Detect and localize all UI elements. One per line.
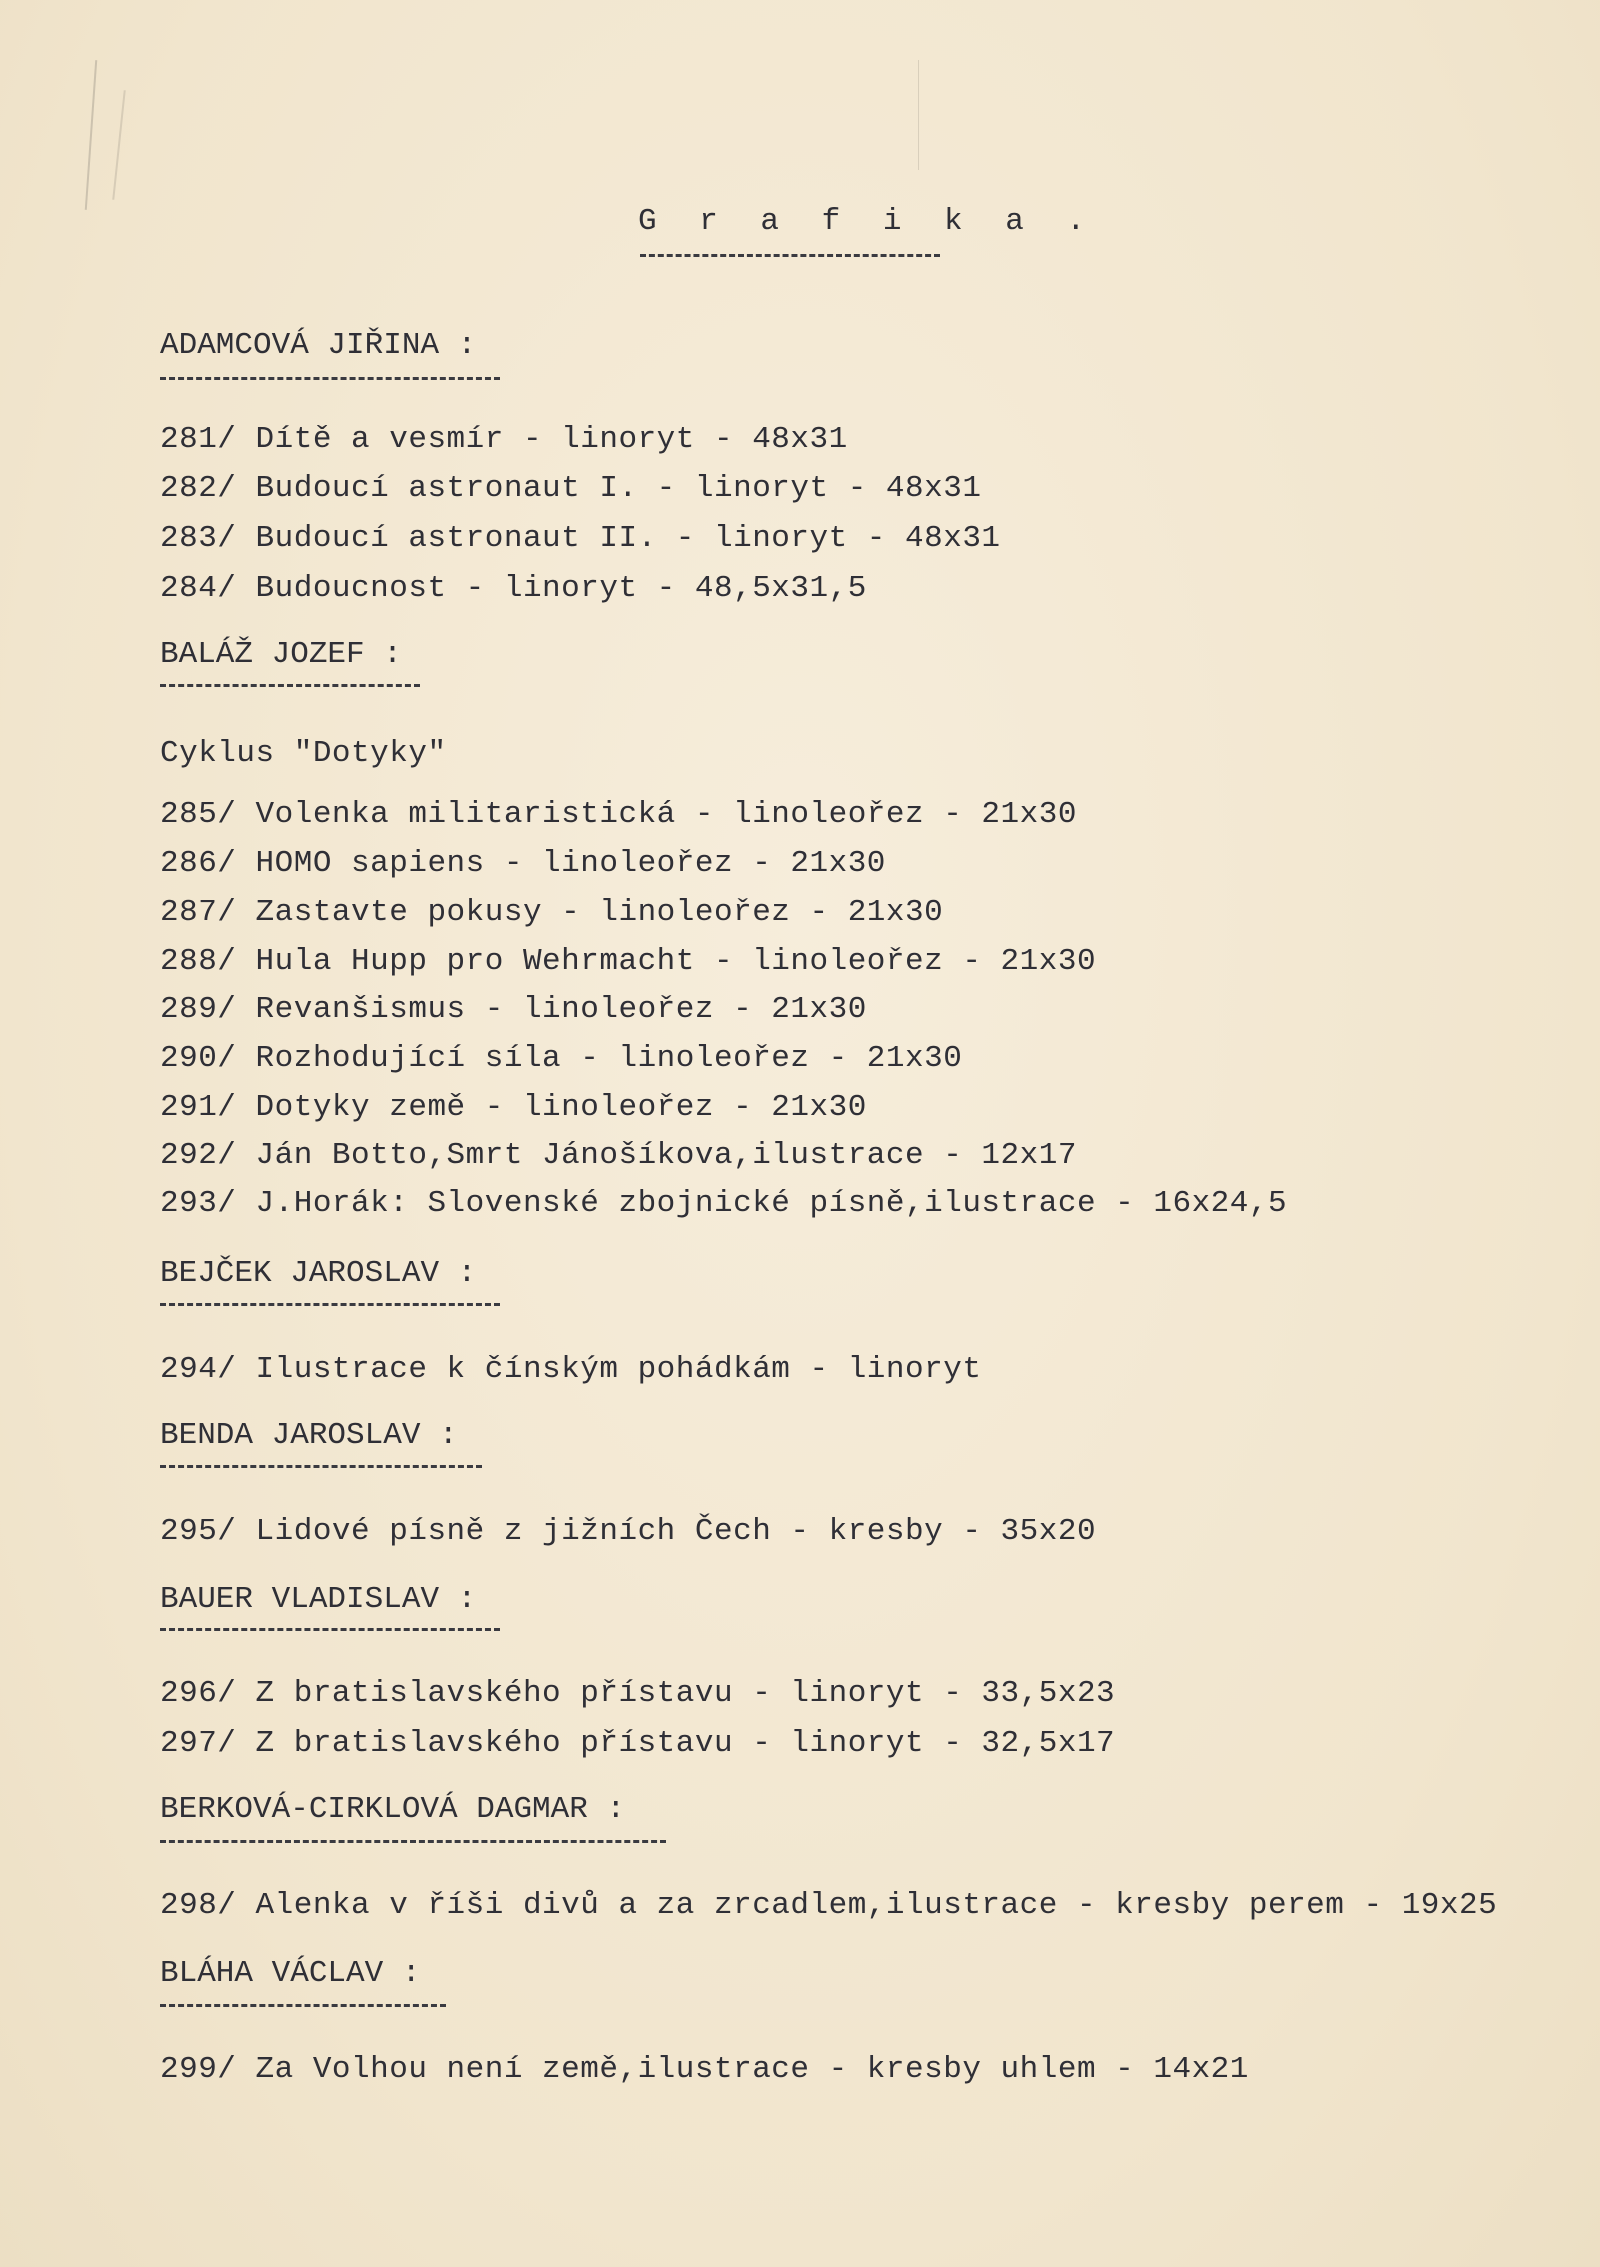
catalog-item: 295/ Lidové písně z jižních Čech - kresby - 35x20 xyxy=(160,1514,1097,1549)
artist-heading: BLÁHA VÁCLAV : xyxy=(160,1956,421,1991)
catalog-item: 296/ Z bratislavského přístavu - linoryt - 33,5x23 xyxy=(160,1676,1116,1711)
title-underline xyxy=(640,254,940,257)
artist-underline xyxy=(160,1840,666,1843)
catalog-item: 298/ Alenka v říši divů a za zrcadlem,ilustrace - kresby perem - 19x25 xyxy=(160,1888,1498,1923)
catalog-item: 293/ J.Horák: Slovenské zbojnické písně,ilustrace - 16x24,5 xyxy=(160,1186,1288,1221)
catalog-item: 282/ Budoucí astronaut I. - linoryt - 48x31 xyxy=(160,471,982,506)
catalog-item: 291/ Dotyky země - linoleořez - 21x30 xyxy=(160,1090,867,1125)
artist-heading: BENDA JAROSLAV : xyxy=(160,1418,458,1453)
paper-scratch xyxy=(85,60,97,210)
catalog-item: 288/ Hula Hupp pro Wehrmacht - linoleořez - 21x30 xyxy=(160,944,1097,979)
catalog-item: 297/ Z bratislavského přístavu - linoryt - 32,5x17 xyxy=(160,1726,1116,1761)
catalog-item: 286/ HOMO sapiens - linoleořez - 21x30 xyxy=(160,846,886,881)
artist-heading: BERKOVÁ-CIRKLOVÁ DAGMAR : xyxy=(160,1792,626,1827)
catalog-item: 284/ Budoucnost - linoryt - 48,5x31,5 xyxy=(160,571,867,606)
artist-heading: BAUER VLADISLAV : xyxy=(160,1582,477,1617)
artist-heading: ADAMCOVÁ JIŘINA : xyxy=(160,328,477,363)
catalog-item: 287/ Zastavte pokusy - linoleořez - 21x30 xyxy=(160,895,944,930)
artist-underline xyxy=(160,684,420,687)
artist-underline xyxy=(160,1303,500,1306)
paper-scratch xyxy=(112,90,125,200)
catalog-item: 283/ Budoucí astronaut II. - linoryt - 48x31 xyxy=(160,521,1001,556)
artist-heading: BEJČEK JAROSLAV : xyxy=(160,1256,477,1291)
catalog-item: 289/ Revanšismus - linoleořez - 21x30 xyxy=(160,992,867,1027)
paper-scratch xyxy=(918,60,919,170)
catalog-item: 292/ Ján Botto,Smrt Jánošíkova,ilustrace - 12x17 xyxy=(160,1138,1077,1173)
page-title: G r a f i k a . xyxy=(638,204,1098,239)
artist-underline xyxy=(160,1628,500,1631)
catalog-item: 281/ Dítě a vesmír - linoryt - 48x31 xyxy=(160,422,848,457)
catalog-item: 285/ Volenka militaristická - linoleořez - 21x30 xyxy=(160,797,1077,832)
catalog-item: 299/ Za Volhou není země,ilustrace - kresby uhlem - 14x21 xyxy=(160,2052,1249,2087)
artist-heading: BALÁŽ JOZEF : xyxy=(160,637,402,672)
artist-underline xyxy=(160,2004,446,2007)
artist-underline xyxy=(160,1465,482,1468)
cycle-note: Cyklus "Dotyky" xyxy=(160,736,447,771)
catalog-item: 290/ Rozhodující síla - linoleořez - 21x30 xyxy=(160,1041,963,1076)
catalog-item: 294/ Ilustrace k čínským pohádkám - linoryt xyxy=(160,1352,982,1387)
artist-underline xyxy=(160,377,500,380)
